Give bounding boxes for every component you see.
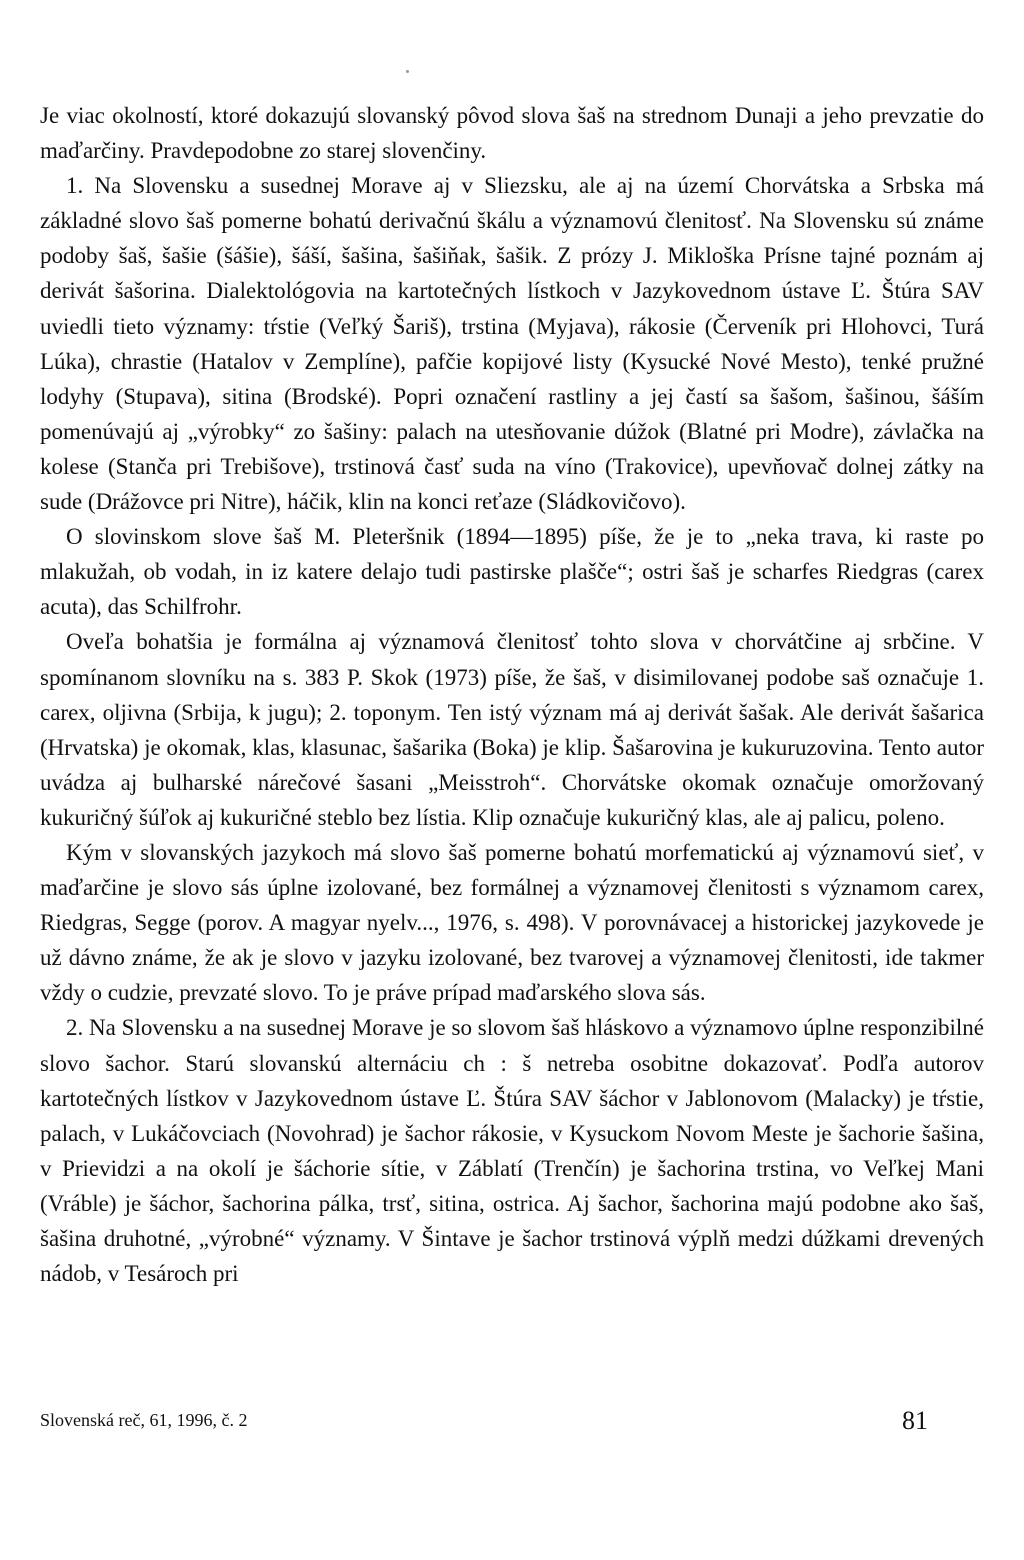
article-body [40, 98, 984, 1291]
paragraph-intro: Je viac okolností, ktoré dokazujú slovanský pôvod slova šaš na strednom Dunaji a jeho prevzatie do maďarčiny. Pravdepodobne zo starej slovenčiny. [40, 103, 984, 164]
paragraph-section-2: 2. Na Slovensku a na susednej Morave je so slovom šaš hláskovo a významovo úplne responzibilné slovo šachor. Starú slovanskú alternáciu ch : š netreba osobitne dokazovať. Podľa autorov kartotečných lístkov v Jazykovednom ústave Ľ. Štúra SAV šáchor v Jablonovom (Malacky) je tŕstie, palach, v Lukáčovciach (Novohrad) je šachor rákosie, v Kysuckom Novom Meste je šachorie šašina, v Prievidzi a na okolí je šáchorie sítie, v Záblatí (Trenčín) je šachorina trstina, vo Veľkej Mani (Vráble) je šáchor, šachorina pálka, trsť, sitina, ostrica. Aj šachor, šachorina majú podobne ako šaš, šašina druhotné, „výrobné“ významy. V Šintave je šachor trstinová výplň medzi dúžkami drevených nádob, v Tesároch pri [40, 1015, 984, 1287]
paragraph-croatian-serbian: Oveľa bohatšia je formálna aj významová členitosť tohto slova v chorvátčine aj srbčine. V spomínanom slovníku na s. 383 P. Skok (1973) píše, že šaš, v disimilovanej podobe saš označuje 1. carex, oljivna (Srbija, k jugu); 2. toponym. Ten istý význam má aj derivát šašak. Ale derivát šašarica (Hrvatska) je okomak, klas, klasunac, šašarika (Boka) je klip. Šašarovina je kukuruzovina. Tento autor uvádza aj bulharské nárečové šasani „Meisstroh“. Chorvátske okomak označuje omoržovaný kukuričný šúľok aj kukuričné steblo bez lístia. Klip označuje kukuričný klas, ale aj palicu, poleno. [40, 629, 984, 830]
paragraph-slovenian: O slovinskom slove šaš M. Pleteršnik (1894—1895) píše, že je to „neka trava, ki raste po mlakužah, ob vodah, in iz katere delajo tudi pastirske plašče“; ostri šaš je scharfes Riedgras (carex acuta), das Schilfrohr. [40, 524, 984, 620]
paragraph-section-1: 1. Na Slovensku a susednej Morave aj v Sliezsku, ale aj na území Chorvátska a Srbska má základné slovo šaš pomerne bohatú derivačnú škálu a významovú členitosť. Na Slovensku sú známe podoby šaš, šašie (šášie), šáší, šašina, šašiňak, šašik. Z prózy J. Mikloška Prísne tajné poznám aj derivát šašorina. Dialektológovia na kartotečných lístkoch v Jazykovednom ústave Ľ. Štúra SAV uviedli tieto významy: tŕstie (Veľký Šariš), trstina (Myjava), rákosie (Červeník pri Hlohovci, Turá Lúka), chrastie (Hatalov v Zemplíne), pafčie kopijové listy (Kysucké Nové Mesto), tenké pružné lodyhy (Stupava), sitina (Brodské). Popri označení rastliny a jej častí sa šašom, šašinou, šáším pomenúvajú aj „výrobky“ zo šašiny: palach na utesňovanie dúžok (Blatné pri Modre), závlačka na kolese (Stanča pri Trebišove), trstinová časť suda na víno (Trakovice), upevňovač dolnej zátky na sude (Drážovce pri Nitre), háčik, klin na konci reťaze (Sládkovičovo). [40, 173, 984, 515]
journal-citation: Slovenská reč, 61, 1996, č. 2 [40, 1410, 248, 1430]
page-number: 81 [902, 1406, 928, 1435]
paragraph-hungarian: Kým v slovanských jazykoch má slovo šaš pomerne bohatú morfematickú aj významovú sieť, v maďarčine je slovo sás úplne izolované, bez formálnej a významovej členitosti s významom carex, Riedgras, Segge (porov. A magyar nyelv..., 1976, s. 498). V porovnávacej a historickej jazykovede je už dávno známe, že ak je slovo v jazyku izolované, bez tvarovej a významovej členitosti, ide takmer vždy o cudzie, prevzaté slovo. To je práve prípad maďarského slova sás. [40, 839, 984, 1006]
scan-speck [406, 70, 409, 73]
